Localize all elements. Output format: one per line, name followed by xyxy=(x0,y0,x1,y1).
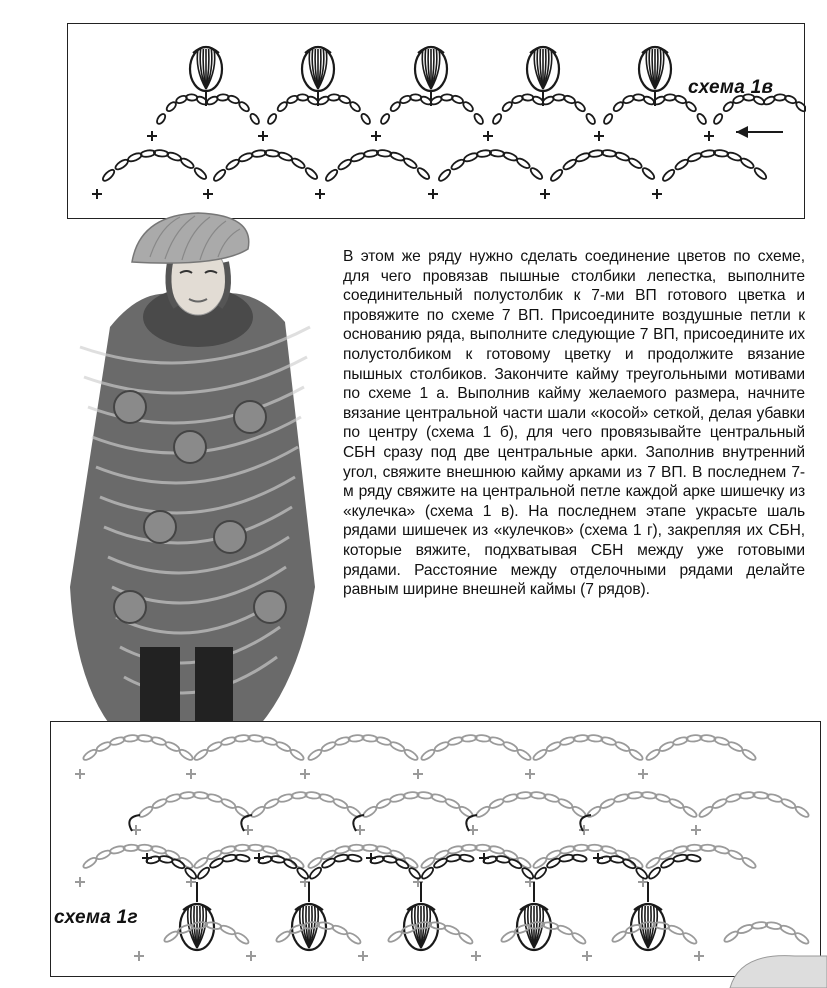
sc-stitch xyxy=(413,769,423,779)
sc-stitch xyxy=(203,189,213,199)
chain-arc xyxy=(602,94,655,125)
chain-arc xyxy=(420,735,532,762)
chain-arc xyxy=(379,94,432,125)
bobble-stitch xyxy=(190,47,222,91)
chain-arc xyxy=(82,735,194,762)
chain-stitch xyxy=(635,866,649,880)
chain-arc xyxy=(193,845,250,870)
sc-stitch xyxy=(540,189,550,199)
chain-arc xyxy=(387,921,474,945)
chain-stitch xyxy=(430,793,446,803)
chain-arc xyxy=(586,792,698,819)
chain-stitch xyxy=(420,748,436,762)
chain-arc xyxy=(101,149,208,182)
chain-arc xyxy=(645,735,757,762)
chain-stitch xyxy=(225,158,240,171)
scheme-1v-chart xyxy=(68,24,806,220)
chain-stitch xyxy=(389,793,405,803)
chain-stitch xyxy=(672,736,688,746)
chain-stitch xyxy=(600,736,616,746)
chain-stitch xyxy=(645,748,661,762)
sc-stitch xyxy=(525,769,535,779)
shawl-flower xyxy=(174,431,206,463)
chain-stitch xyxy=(109,845,125,855)
sc-stitch xyxy=(704,131,714,141)
chain-stitch xyxy=(408,866,422,880)
chain-stitch xyxy=(444,797,460,809)
chain-stitch xyxy=(262,845,278,855)
chain-stitch xyxy=(727,849,743,861)
chain-stitch xyxy=(780,797,796,809)
chain-arc xyxy=(500,921,587,945)
chain-stitch xyxy=(766,793,782,803)
start-arrow-head xyxy=(736,126,748,138)
chain-stitch xyxy=(559,845,575,855)
chain-stitch xyxy=(712,113,723,126)
chain-arc xyxy=(362,792,474,819)
chain-stitch xyxy=(559,736,575,746)
bobble-stitch xyxy=(631,904,665,950)
turn-arrow xyxy=(129,815,140,831)
scheme-1v-diagram xyxy=(67,23,805,219)
chain-stitch xyxy=(101,168,116,182)
sc-stitch xyxy=(258,131,268,141)
sc-stitch xyxy=(300,769,310,779)
chain-stitch xyxy=(275,930,291,944)
chain-stitch xyxy=(234,931,250,945)
chain-arc xyxy=(430,94,485,125)
sc-stitch xyxy=(428,189,438,199)
scheme-1v-label: схема 1в xyxy=(688,77,774,98)
chain-stitch xyxy=(114,158,129,171)
chain-stitch xyxy=(794,931,810,945)
chain-arc xyxy=(437,149,544,182)
chain-stitch xyxy=(613,793,629,803)
sc-stitch xyxy=(471,951,481,961)
chain-stitch xyxy=(713,736,729,746)
chain-stitch xyxy=(765,921,781,930)
chain-stitch xyxy=(171,858,186,870)
shawl-flower xyxy=(144,511,176,543)
chain-stitch xyxy=(206,793,222,803)
bobble-stitch xyxy=(415,47,447,91)
woman-shawl-photo xyxy=(70,207,320,725)
chain-stitch xyxy=(261,736,277,746)
chain-stitch xyxy=(403,157,418,170)
chain-arc xyxy=(266,94,319,125)
chain-stitch xyxy=(328,94,340,101)
chain-stitch xyxy=(324,168,339,182)
chain-stitch xyxy=(549,168,564,182)
page-corner-decoration xyxy=(700,950,827,988)
sc-stitch xyxy=(638,769,648,779)
chain-stitch xyxy=(614,151,630,162)
chain-stitch xyxy=(553,94,565,101)
chain-stitch xyxy=(219,924,236,936)
shawl-flower xyxy=(114,591,146,623)
sc-stitch xyxy=(92,189,102,199)
chain-stitch xyxy=(794,805,810,819)
chain-arc xyxy=(645,845,702,870)
chain-stitch xyxy=(304,166,319,180)
shawl xyxy=(70,293,315,725)
chain-stitch xyxy=(502,151,518,162)
chain-arc xyxy=(723,921,810,945)
chain-stitch xyxy=(220,845,236,855)
scheme-1g-label: схема 1г xyxy=(54,907,138,928)
chain-stitch xyxy=(473,112,485,125)
chain-stitch xyxy=(740,157,755,170)
chain-stitch xyxy=(450,158,465,171)
chain-stitch xyxy=(151,845,167,855)
chain-stitch xyxy=(614,740,630,752)
chain-stitch xyxy=(318,793,334,803)
chain-stitch xyxy=(227,94,240,104)
chain-stitch xyxy=(186,94,198,101)
chain-arc xyxy=(206,94,261,125)
chain-stitch xyxy=(458,931,474,945)
chain-stitch xyxy=(557,797,573,809)
chain-stitch xyxy=(277,793,293,803)
leg-left xyxy=(140,647,180,725)
chain-stitch xyxy=(642,95,655,106)
chain-stitch xyxy=(276,101,288,113)
chain-stitch xyxy=(611,930,627,944)
chain-stitch xyxy=(654,793,670,803)
leg-right xyxy=(195,647,233,725)
chain-stitch xyxy=(447,845,463,855)
chain-stitch xyxy=(389,101,401,113)
chain-stitch xyxy=(556,924,573,936)
chain-stitch xyxy=(395,858,410,870)
chain-arc xyxy=(317,94,372,125)
chain-stitch xyxy=(275,740,291,752)
chain-stitch xyxy=(612,101,624,113)
chain-stitch xyxy=(307,748,323,762)
sc-stitch xyxy=(691,825,701,835)
chain-stitch xyxy=(726,151,742,162)
chain-stitch xyxy=(502,740,518,752)
chain-stitch xyxy=(698,805,714,819)
chain-stitch xyxy=(628,157,643,170)
chain-arc xyxy=(324,149,431,182)
chain-arc xyxy=(193,735,305,762)
chain-stitch xyxy=(516,157,531,170)
chain-stitch xyxy=(795,100,806,112)
chain-stitch xyxy=(212,168,227,182)
chain-stitch xyxy=(437,168,452,182)
chain-stitch xyxy=(220,797,236,809)
chain-arc xyxy=(491,94,544,125)
sc-stitch xyxy=(358,951,368,961)
chain-stitch xyxy=(741,856,757,870)
chain-stitch xyxy=(379,113,390,126)
chain-stitch xyxy=(180,157,195,170)
chain-stitch xyxy=(682,805,698,819)
chain-arc xyxy=(542,94,597,125)
shawl-flower xyxy=(114,391,146,423)
chain-stitch xyxy=(163,930,179,944)
sc-stitch xyxy=(371,131,381,141)
chain-arc xyxy=(698,792,810,819)
sc-stitch xyxy=(75,877,85,887)
chain-stitch xyxy=(277,151,293,162)
chain-stitch xyxy=(774,94,786,101)
chain-stitch xyxy=(249,112,261,125)
chain-stitch xyxy=(178,748,194,762)
chain-stitch xyxy=(441,94,453,101)
chain-stitch xyxy=(410,94,422,101)
chain-arc xyxy=(700,845,757,870)
chain-stitch xyxy=(283,858,298,870)
chain-arc xyxy=(661,149,768,182)
chain-arc xyxy=(155,94,208,125)
sc-stitch xyxy=(147,131,157,141)
chain-stitch xyxy=(661,168,676,182)
chain-stitch xyxy=(571,931,587,945)
chain-stitch xyxy=(362,805,378,819)
chain-stitch xyxy=(529,166,544,180)
chain-stitch xyxy=(628,748,644,762)
chain-stitch xyxy=(723,930,739,944)
chain-stitch xyxy=(166,151,182,162)
chain-stitch xyxy=(109,736,125,746)
chain-stitch xyxy=(622,858,637,870)
chain-stitch xyxy=(155,113,166,126)
chain-stitch xyxy=(641,166,656,180)
chain-stitch xyxy=(667,924,684,936)
chain-stitch xyxy=(138,805,154,819)
chain-stitch xyxy=(217,94,229,101)
chain-stitch xyxy=(462,100,475,112)
scheme-1g-diagram xyxy=(50,721,821,977)
chain-stitch xyxy=(488,736,504,746)
chain-stitch xyxy=(633,94,645,101)
chain-stitch xyxy=(784,94,797,104)
chain-stitch xyxy=(266,113,277,126)
chain-stitch xyxy=(220,736,236,746)
bobble-stitch xyxy=(527,47,559,91)
sc-stitch xyxy=(652,189,662,199)
chain-stitch xyxy=(337,158,352,171)
sc-stitch xyxy=(134,951,144,961)
shawl-flower xyxy=(214,521,246,553)
chain-arc xyxy=(163,921,250,945)
chain-stitch xyxy=(674,94,687,104)
chain-stitch xyxy=(725,793,741,803)
chain-stitch xyxy=(532,748,548,762)
chain-stitch xyxy=(602,113,613,126)
chain-stitch xyxy=(376,845,392,855)
chain-stitch xyxy=(674,158,689,171)
chain-stitch xyxy=(714,845,730,855)
chain-stitch xyxy=(586,805,602,819)
chain-stitch xyxy=(150,736,166,746)
chain-stitch xyxy=(291,157,306,170)
chain-stitch xyxy=(685,100,698,112)
chain-stitch xyxy=(360,112,372,125)
chain-stitch xyxy=(502,793,518,803)
sc-stitch xyxy=(483,131,493,141)
chain-stitch xyxy=(331,924,348,936)
chain-stitch xyxy=(443,924,460,936)
chain-stitch xyxy=(501,101,513,113)
chain-stitch xyxy=(416,166,431,180)
chain-stitch xyxy=(334,736,350,746)
chain-arc xyxy=(82,845,139,870)
scheme-1g-chart xyxy=(51,722,822,978)
chain-stitch xyxy=(522,94,534,101)
chain-stitch xyxy=(516,748,532,762)
chain-arc xyxy=(549,149,656,182)
sc-stitch xyxy=(582,951,592,961)
chain-stitch xyxy=(193,748,209,762)
chain-stitch xyxy=(349,100,362,112)
chain-stitch xyxy=(574,100,587,112)
chain-stitch xyxy=(543,793,559,803)
bobble-stitch xyxy=(302,47,334,91)
chain-stitch xyxy=(289,748,305,762)
chain-stitch xyxy=(682,931,698,945)
chain-stitch xyxy=(491,113,502,126)
chain-stitch xyxy=(563,94,576,104)
chain-stitch xyxy=(165,101,177,113)
chain-arc xyxy=(212,149,319,182)
chain-stitch xyxy=(334,845,350,855)
chain-stitch xyxy=(500,930,516,944)
sc-stitch xyxy=(75,769,85,779)
chain-stitch xyxy=(601,845,617,855)
chain-arc xyxy=(475,792,587,819)
chain-stitch xyxy=(387,930,403,944)
chain-stitch xyxy=(508,858,523,870)
chain-stitch xyxy=(389,740,405,752)
chain-stitch xyxy=(475,805,491,819)
chain-stitch xyxy=(447,736,463,746)
chain-stitch xyxy=(403,748,419,762)
chain-stitch xyxy=(238,100,251,112)
chain-stitch xyxy=(664,94,676,101)
sc-stitch xyxy=(186,769,196,779)
chain-stitch xyxy=(164,740,180,752)
chain-stitch xyxy=(562,158,577,171)
chain-arc xyxy=(307,735,419,762)
chain-arc xyxy=(138,792,250,819)
chain-stitch xyxy=(297,94,309,101)
chain-stitch xyxy=(668,797,684,809)
article-text: В этом же ряду нужно сделать соединение цветов по схеме, для чего провязав пышные столбики лепестка, выполните соединительный полустолбик к 7-ми ВП готового цветка и провяжите по схеме 7 ВП. Присоедините воздушные петли к основанию ряда, выполните следующие 7 ВП, присоедините их полустолбиком к готовому цветку и продолжите вязание пышных столбиков. Закончите кайму треугольными мотивами по схеме 1 а. Выполнив кайму желаемого размера, начните вязание центральной части шали «косой» сеткой, делая убавки по центру (схема 1 б), для чего провязывайте центральный СБН сразу под две центральные арки. Заполнив внутренний угол, свяжите внешнюю кайму арками из 7 ВП. В последнем 7-м ряду свяжите на центральной петле каждой арке шишечку из «кулечка» (схема 1 в). На последнем этапе украсьте шаль рядами шишечек из «кулечков» (схема 1 г), закрепляя их СБН, которые вяжите, подхватывая СБН между уже готовыми рядами. Расстояние между отделочными рядами делайте равным ширине внешней каймы (7 рядов). xyxy=(343,248,805,599)
chain-stitch xyxy=(451,94,464,104)
sc-stitch xyxy=(246,951,256,961)
chain-arc xyxy=(532,735,644,762)
shawl-flower xyxy=(234,401,266,433)
chain-stitch xyxy=(779,924,796,936)
sc-stitch xyxy=(594,131,604,141)
chain-stitch xyxy=(375,736,391,746)
chain-stitch xyxy=(672,845,688,855)
sc-stitch xyxy=(315,189,325,199)
chain-stitch xyxy=(332,797,348,809)
chain-stitch xyxy=(82,856,98,870)
chain-stitch xyxy=(296,866,310,880)
shawl-flower xyxy=(254,591,286,623)
chain-stitch xyxy=(165,793,181,803)
chain-stitch xyxy=(521,866,535,880)
chain-stitch xyxy=(346,931,362,945)
chain-stitch xyxy=(696,112,708,125)
chain-stitch xyxy=(82,748,98,762)
chain-stitch xyxy=(741,748,757,762)
chain-stitch xyxy=(338,94,351,104)
chain-stitch xyxy=(389,151,405,162)
chain-stitch xyxy=(727,740,743,752)
chain-stitch xyxy=(420,856,436,870)
chain-arc xyxy=(250,792,362,819)
chain-stitch xyxy=(585,112,597,125)
chain-stitch xyxy=(193,166,208,180)
bobble-stitch xyxy=(639,47,671,91)
chain-arc xyxy=(275,921,362,945)
chain-stitch xyxy=(489,845,505,855)
chain-stitch xyxy=(722,101,734,113)
chain-stitch xyxy=(753,166,768,180)
chain-stitch xyxy=(250,805,266,819)
